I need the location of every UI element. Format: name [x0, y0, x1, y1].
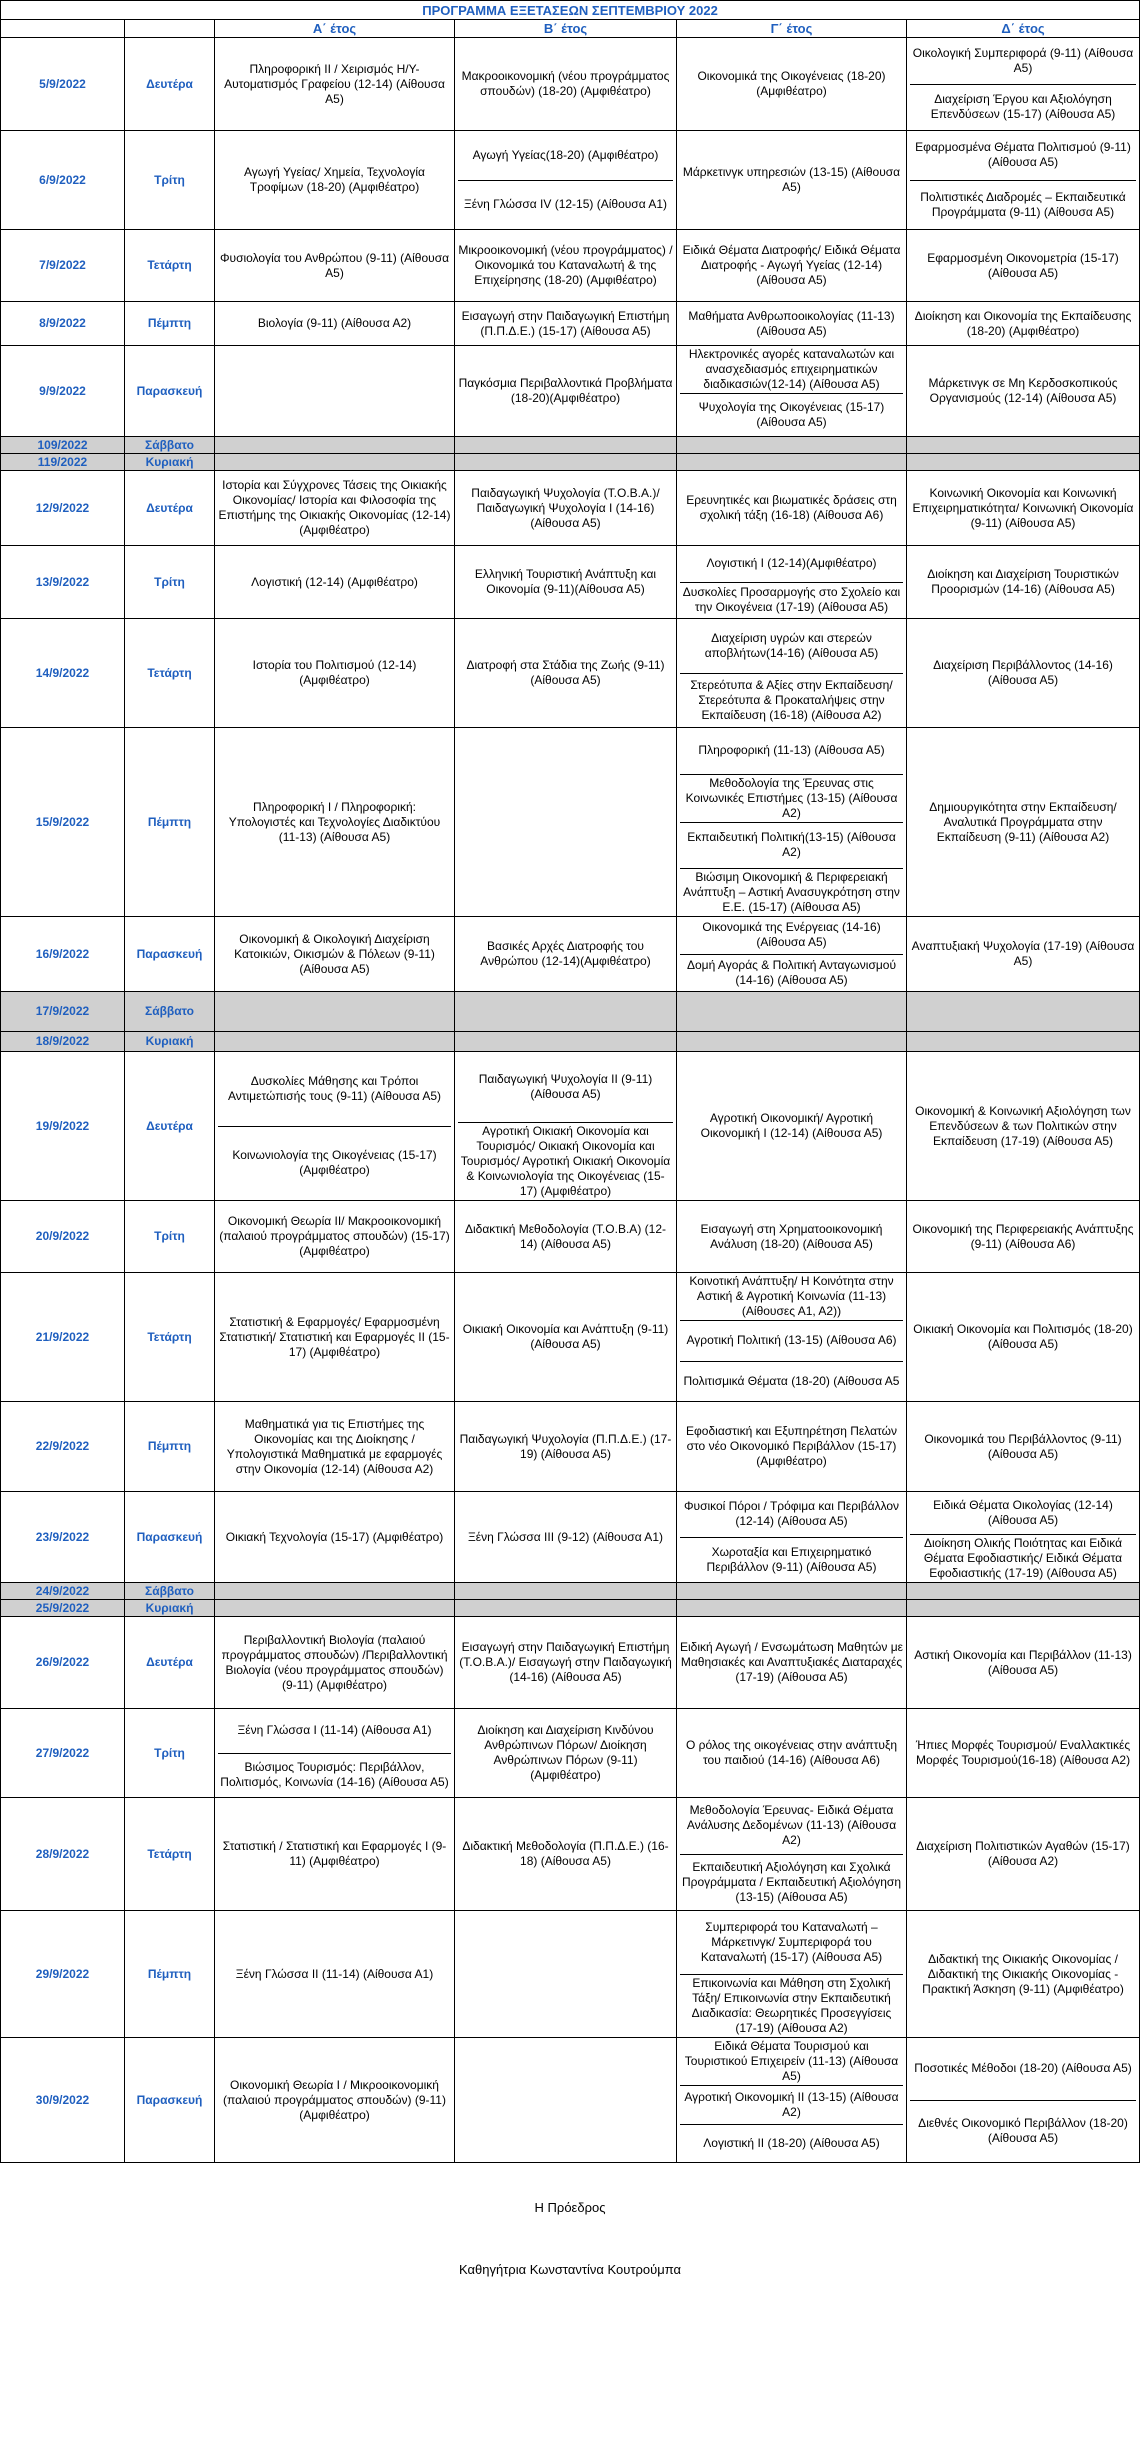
exam-entry: Ξένη Γλώσσα Ι (11-14) (Αίθουσα Α1) — [237, 1723, 432, 1738]
exam-day: Παρασκευή — [125, 346, 215, 437]
exam-date: 13/9/2022 — [1, 546, 125, 619]
exam-entry: Ξένη Γλώσσα ΙΙ (11-14) (Αίθουσα Α1) — [215, 1911, 455, 2038]
cell-year-c — [677, 546, 907, 619]
cell-split — [680, 546, 903, 618]
exam-entry: Οικονομική Θεωρία ΙΙ/ Μακροοικονομική (παλαιού προγράμματος σπουδών) (15-17) (Αμφιθέατρο) — [215, 1201, 455, 1273]
exam-entry: Βιώσιμος Τουρισμός: Περιβάλλον, Πολιτισμός, Κοινωνία (14-16) (Αίθουσα Α5) — [218, 1753, 451, 1798]
exam-day: Τετάρτη — [125, 1798, 215, 1911]
exam-entry: Λογιστική Ι (12-14)(Αμφιθέατρο) — [706, 556, 877, 571]
exam-day: Τετάρτη — [125, 619, 215, 728]
exam-entry: Λογιστική ΙΙ (18-20) (Αίθουσα Α5) — [680, 2124, 903, 2163]
exam-entry: Κοινωνιολογία της Οικογένειας (15-17) (Αμφιθέατρο) — [218, 1126, 451, 1201]
exam-entry: Διαχείριση υγρών και στερεών αποβλήτων(14-16) (Αίθουσα Α5) — [704, 630, 879, 660]
exam-date: 14/9/2022 — [1, 619, 125, 728]
exam-entry: Επικοινωνία και Μάθηση στη Σχολική Τάξη/ Επικοινωνία στην Εκπαιδευτική Διαδικασία: Θεωρητικές Προσεγγίσεις (17-19) (Αίθουσα Α2) — [680, 1974, 903, 2038]
exam-entry — [907, 992, 1140, 1032]
exam-entry — [215, 454, 455, 471]
exam-entry: Αγροτική Οικονομική ΙΙ (13-15) (Αίθουσα Α2) — [680, 2085, 903, 2124]
weekend-row — [1, 1600, 1140, 1617]
exam-date: 22/9/2022 — [1, 1402, 125, 1492]
exam-entry: Παγκόσμια Περιβαλλοντικά Προβλήματα (18-20)(Αμφιθέατρο) — [455, 346, 677, 437]
day-row — [1, 38, 1140, 131]
weekend-row — [1, 437, 1140, 454]
exam-entry: Περιβαλλοντική Βιολογία (παλαιού προγράμματος σπουδών) /Περιβαλλοντική Βιολογία (νέου προγράμματος σπουδών) (9-11) (Αμφιθέατρο) — [215, 1617, 455, 1709]
exam-entry: Μακροοικονομική (νέου προγράμματος σπουδών) (18-20) (Αμφιθέατρο) — [455, 38, 677, 131]
cell-split — [218, 1709, 451, 1797]
exam-entry: Διοίκηση και Οικονομία της Εκπαίδευσης (18-20) (Αμφιθέατρο) — [907, 302, 1140, 346]
exam-entry — [677, 437, 907, 454]
exam-entry: Εισαγωγή στη Χρηματοοικονομική Ανάλυση (18-20) (Αίθουσα Α5) — [677, 1201, 907, 1273]
exam-entry: Ιστορία και Σύγχρονες Τάσεις της Οικιακής Οικονομίας/ Ιστορία και Φιλοσοφία της Επιστήμης της Οικιακής Οικονομίας (12-14) (Αμφιθέατρο) — [215, 471, 455, 546]
column-header-year-a: Α΄ έτος — [215, 20, 455, 38]
cell-year-c — [677, 917, 907, 992]
exam-entry: Συμπεριφορά του Καταναλωτή – Μάρκετινγκ/ Συμπεριφορά του Καταναλωτή (15-17) (Αίθουσα Α5) — [700, 1919, 883, 1964]
cell-split — [218, 1052, 451, 1200]
exam-entry: Ο ρόλος της οικογένειας στην ανάπτυξη του παιδιού (14-16) (Αίθουσα Α6) — [677, 1709, 907, 1798]
weekend-row — [1, 454, 1140, 471]
exam-date: 5/9/2022 — [1, 38, 125, 131]
exam-entry — [907, 1600, 1140, 1617]
exam-entry: Διατροφή στα Στάδια της Ζωής (9-11) (Αίθουσα Α5) — [455, 619, 677, 728]
exam-entry — [455, 1600, 677, 1617]
column-header-year-b: Β΄ έτος — [455, 20, 677, 38]
day-row — [1, 1201, 1140, 1273]
exam-entry: Δυσκολίες Μάθησης και Τρόποι Αντιμετώπισής τους (9-11) (Αίθουσα Α5) — [227, 1073, 441, 1103]
exam-entry: Μαθήματα Ανθρωποοικολογίας (11-13) (Αίθουσα Α5) — [677, 302, 907, 346]
day-row — [1, 1617, 1140, 1709]
cell-split — [680, 619, 903, 727]
cell-year-a — [215, 1709, 455, 1798]
exam-entry: Κοινοτική Ανάπτυξη/ Η Κοινότητα στην Αστική & Αγροτική Κοινωνία (11-13) (Αίθουσες Α1, Α2)) — [689, 1274, 894, 1318]
exam-entry: Δυσκολίες Προσαρμογής στο Σχολείο και την Οικογένεια (17-19) (Αίθουσα Α5) — [680, 582, 903, 619]
exam-date: 19/9/2022 — [1, 1052, 125, 1201]
exam-entry — [455, 992, 677, 1032]
exam-entry: Μαθηματικά για τις Επιστήμες της Οικονομίας και της Διοίκησης / Υπολογιστικά Μαθηματικά με εφαρμογές στην Οικονομία (12-14) (Αίθουσα Α2) — [215, 1402, 455, 1492]
exam-entry: Εισαγωγή στην Παιδαγωγική Επιστήμη (Π.Π.Δ.Ε.) (15-17) (Αίθουσα Α5) — [455, 302, 677, 346]
exam-day: Δευτέρα — [125, 471, 215, 546]
exam-entry: Πολιτισμικά Θέματα (18-20) (Αίθουσα Α5 — [680, 1361, 903, 1402]
cell-split — [458, 1052, 673, 1200]
cell-split — [910, 131, 1136, 229]
exam-date: 24/9/2022 — [1, 1583, 125, 1600]
exam-entry: Αγωγή Υγείας/ Χημεία, Τεχνολογία Τροφίμων (18-20) (Αμφιθέατρο) — [215, 131, 455, 230]
day-row — [1, 917, 1140, 992]
exam-day: Τετάρτη — [125, 230, 215, 302]
weekend-row — [1, 1032, 1140, 1052]
day-row — [1, 1911, 1140, 2038]
exam-entry — [455, 728, 677, 917]
exam-entry: Κοινωνική Οικονομία και Κοινωνική Επιχειρηματικότητα/ Κοινωνική Οικονομία (9-11) (Αίθουσα Α5) — [907, 471, 1140, 546]
weekend-row — [1, 992, 1140, 1032]
exam-entry: Οικιακή Οικονομία και Ανάπτυξη (9-11) (Αίθουσα Α5) — [455, 1273, 677, 1402]
exam-entry: Στερεότυπα & Αξίες στην Εκπαίδευση/ Στερεότυπα & Προκαταλήψεις στην Εκπαίδευση (16-18) (Αίθουσα Α2) — [680, 673, 903, 728]
exam-entry: Δημιουργικότητα στην Εκπαίδευση/ Αναλυτικά Προγράμματα στην Εκπαίδευση (9-11) (Αίθουσα Α2) — [907, 728, 1140, 917]
exam-entry: Εφαρμοσμένη Οικονομετρία (15-17) (Αίθουσα Α5) — [907, 230, 1140, 302]
exam-entry: Ιστορία του Πολιτισμού (12-14)(Αμφιθέατρο) — [215, 619, 455, 728]
exam-entry — [677, 1600, 907, 1617]
exam-day: Τρίτη — [125, 131, 215, 230]
exam-entry: Οικονομική Θεωρία Ι / Μικροοικονομική (παλαιού προγράμματος σπουδών) (9-11) (Αμφιθέατρο) — [215, 2038, 455, 2163]
exam-entry: Παιδαγωγική Ψυχολογία ΙΙ (9-11) (Αίθουσα Α5) — [478, 1072, 653, 1101]
cell-year-c — [677, 728, 907, 917]
exam-entry — [907, 1583, 1140, 1600]
exam-entry — [677, 1032, 907, 1052]
day-row — [1, 619, 1140, 728]
signature-name: Καθηγήτρια Κωνσταντίνα Κουτρούμπα — [458, 2262, 682, 2277]
exam-date: 29/9/2022 — [1, 1911, 125, 2038]
exam-entry: Αγροτική Οικιακή Οικονομία και Τουρισμός/ Οικιακή Οικονομία και Τουρισμός/ Αγροτική Οικιακή Οικονομία & Κοινωνιολογία της Οικογένειας (15-17) (Αμφιθέατρο) — [458, 1122, 673, 1200]
day-row — [1, 1273, 1140, 1402]
exam-date: 23/9/2022 — [1, 1492, 125, 1583]
header-row — [1, 20, 1140, 38]
column-header-date — [1, 20, 125, 38]
exam-entry: Πληροφορική Ι / Πληροφορική: Υπολογιστές και Τεχνολογίες Διαδικτύου (11-13) (Αίθουσα Α5) — [215, 728, 455, 917]
cell-year-c — [677, 1492, 907, 1583]
day-row — [1, 346, 1140, 437]
exam-day: Τρίτη — [125, 1201, 215, 1273]
exam-entry: Δομή Αγοράς & Πολιτική Ανταγωνισμού (14-16) (Αίθουσα Α5) — [680, 954, 903, 992]
exam-date: 109/2022 — [1, 437, 125, 454]
exam-date: 26/9/2022 — [1, 1617, 125, 1709]
exam-day: Τρίτη — [125, 546, 215, 619]
exam-entry: Βιώσιμη Οικονομική & Περιφερειακή Ανάπτυξη – Αστική Ανασυγκρότηση στην Ε.Ε. (15-17) (Αίθουσα Α5) — [680, 868, 903, 916]
cell-split — [680, 728, 903, 916]
exam-entry: Ξένη Γλώσσα ΙΙΙ (9-12) (Αίθουσα Α1) — [455, 1492, 677, 1583]
exam-entry: Οικονομικά της Οικογένειας (18-20)(Αμφιθέατρο) — [677, 38, 907, 131]
exam-entry: Μεθοδολογία Έρευνας- Ειδικά Θέματα Ανάλυσης Δεδομένων (11-13) (Αίθουσα Α2) — [686, 1803, 897, 1848]
exam-entry: Παιδαγωγική Ψυχολογία (Π.Π.Δ.Ε.) (17-19) (Αίθουσα Α5) — [455, 1402, 677, 1492]
exam-entry: Οικονομική & Κοινωνική Αξιολόγηση των Επενδύσεων & των Πολιτικών στην Εκπαίδευση (17-19) (Αίθουσα Α5) — [907, 1052, 1140, 1201]
cell-year-c — [677, 1911, 907, 2038]
exam-day: Παρασκευή — [125, 2038, 215, 2163]
exam-entry: Ψυχολογία της Οικογένειας (15-17) (Αίθουσα Α5) — [680, 393, 903, 436]
exam-entry: Διαχείριση Περιβάλλοντος (14-16)(Αίθουσα Α5) — [907, 619, 1140, 728]
cell-split — [680, 1911, 903, 2037]
exam-entry: Αναπτυξιακή Ψυχολογία (17-19) (Αίθουσα Α5) — [907, 917, 1140, 992]
exam-entry: Εισαγωγή στην Παιδαγωγική Επιστήμη (Τ.Ο.Β.Α.)/ Εισαγωγή στην Παιδαγωγική (14-16) (Αίθουσα Α5) — [455, 1617, 677, 1709]
exam-date: 27/9/2022 — [1, 1709, 125, 1798]
signature-role: Η Πρόεδρος — [534, 2200, 606, 2215]
exam-entry — [215, 1600, 455, 1617]
exam-entry — [455, 2038, 677, 2163]
exam-entry: Μάρκετινγκ υπηρεσιών (13-15) (Αίθουσα Α5) — [677, 131, 907, 230]
exam-entry — [677, 454, 907, 471]
exam-day: Παρασκευή — [125, 1492, 215, 1583]
exam-entry: Στατιστική / Στατιστική και Εφαρμογές Ι (9-11) (Αμφιθέατρο) — [215, 1798, 455, 1911]
exam-date: 17/9/2022 — [1, 992, 125, 1032]
exam-day: Σάββατο — [125, 1583, 215, 1600]
cell-year-a — [215, 1052, 455, 1201]
exam-entry: Λογιστική (12-14) (Αμφιθέατρο) — [215, 546, 455, 619]
exam-entry: Πολιτιστικές Διαδρομές – Εκπαιδευτικά Προγράμματα (9-11) (Αίθουσα Α5) — [910, 180, 1136, 230]
exam-entry — [215, 1583, 455, 1600]
exam-entry: Ειδικά Θέματα Διατροφής/ Ειδικά Θέματα Διατροφής - Αγωγή Υγείας (12-14) (Αίθουσα Α5) — [677, 230, 907, 302]
exam-date: 30/9/2022 — [1, 2038, 125, 2163]
cell-split — [680, 346, 903, 436]
exam-entry: Ποσοτικές Μέθοδοι (18-20) (Αίθουσα Α5) — [914, 2061, 1132, 2076]
exam-entry — [455, 437, 677, 454]
exam-entry: Ειδικά Θέματα Οικολογίας (12-14) (Αίθουσα Α5) — [933, 1498, 1113, 1527]
exam-date: 18/9/2022 — [1, 1032, 125, 1052]
exam-day: Πέμπτη — [125, 1911, 215, 2038]
exam-date: 28/9/2022 — [1, 1798, 125, 1911]
exam-date: 119/2022 — [1, 454, 125, 471]
exam-day: Δευτέρα — [125, 1052, 215, 1201]
exam-day: Κυριακή — [125, 454, 215, 471]
exam-entry: Εκπαιδευτική Αξιολόγηση και Σχολικά Προγράμματα / Εκπαιδευτική Αξιολόγηση (13-15) (Αίθουσα Α5) — [680, 1854, 903, 1911]
day-row — [1, 131, 1140, 230]
exam-entry: Εφοδιαστική και Εξυπηρέτηση Πελατών στο νέο Οικονομικό Περιβάλλον (15-17) (Αμφιθέατρο) — [677, 1402, 907, 1492]
exam-date: 9/9/2022 — [1, 346, 125, 437]
exam-entry: Αστική Οικονομία και Περιβάλλον (11-13) (Αίθουσα Α5) — [907, 1617, 1140, 1709]
exam-entry: Διοίκηση και Διαχείριση Τουριστικών Προορισμών (14-16) (Αίθουσα Α5) — [907, 546, 1140, 619]
schedule-body — [1, 38, 1140, 2163]
exam-entry: Βασικές Αρχές Διατροφής του Ανθρώπου (12-14)(Αμφιθέατρο) — [455, 917, 677, 992]
exam-entry: Διαχείριση Έργου και Αξιολόγηση Επενδύσεων (15-17) (Αίθουσα Α5) — [910, 84, 1136, 131]
exam-entry — [907, 454, 1140, 471]
exam-day: Κυριακή — [125, 1032, 215, 1052]
exam-entry — [455, 1911, 677, 2038]
column-header-day — [125, 20, 215, 38]
cell-year-c — [677, 1273, 907, 1402]
exam-entry: Οικολογική Συμπεριφορά (9-11) (Αίθουσα Α5) — [912, 45, 1134, 75]
cell-year-c — [677, 1798, 907, 1911]
exam-day: Τρίτη — [125, 1709, 215, 1798]
exam-entry: Αγροτική Πολιτική (13-15) (Αίθουσα Α6) — [680, 1320, 903, 1361]
exam-entry: Οικονομική & Οικολογική Διαχείριση Κατοικιών, Οικισμών & Πόλεων (9-11) (Αίθουσα Α5) — [215, 917, 455, 992]
day-row — [1, 1402, 1140, 1492]
exam-entry — [907, 1032, 1140, 1052]
exam-date: 25/9/2022 — [1, 1600, 125, 1617]
exam-day: Δευτέρα — [125, 38, 215, 131]
exam-date: 15/9/2022 — [1, 728, 125, 917]
exam-day: Δευτέρα — [125, 1617, 215, 1709]
cell-split — [458, 131, 673, 229]
exam-date: 8/9/2022 — [1, 302, 125, 346]
day-row — [1, 728, 1140, 917]
exam-entry: Οικονομικά της Ενέργειας (14-16) (Αίθουσα Α5) — [702, 920, 881, 950]
day-row — [1, 546, 1140, 619]
exam-entry: Εκπαιδευτική Πολιτική(13-15) (Αίθουσα Α2) — [680, 822, 903, 869]
exam-day: Πέμπτη — [125, 728, 215, 917]
day-row — [1, 1709, 1140, 1798]
exam-date: 7/9/2022 — [1, 230, 125, 302]
column-header-year-d: Δ΄ έτος — [907, 20, 1140, 38]
day-row — [1, 1052, 1140, 1201]
exam-entry: Φυσιολογία του Ανθρώπου (9-11) (Αίθουσα Α5) — [215, 230, 455, 302]
day-row — [1, 2038, 1140, 2163]
exam-date: 21/9/2022 — [1, 1273, 125, 1402]
cell-year-b — [455, 131, 677, 230]
exam-day: Πέμπτη — [125, 1402, 215, 1492]
cell-split — [910, 2038, 1136, 2162]
exam-entry: Διοίκηση και Διαχείριση Κινδύνου Ανθρώπινων Πόρων/ Διοίκηση Ανθρώπινων Πόρων (9-11) (Αμφιθέατρο) — [455, 1709, 677, 1798]
cell-year-d — [907, 131, 1140, 230]
day-row — [1, 471, 1140, 546]
day-row — [1, 230, 1140, 302]
exam-entry: Οικιακή Τεχνολογία (15-17) (Αμφιθέατρο) — [215, 1492, 455, 1583]
exam-entry — [455, 1032, 677, 1052]
exam-entry: Πληροφορική ΙΙ / Χειρισμός Η/Υ- Αυτοματισμός Γραφείου (12-14) (Αίθουσα Α5) — [215, 38, 455, 131]
exam-entry — [455, 1583, 677, 1600]
exam-entry: Αγωγή Υγείας(18-20) (Αμφιθέατρο) — [472, 147, 659, 162]
exam-entry: Διδακτική Μεθοδολογία (Τ.Ο.Β.Α) (12-14) (Αίθουσα Α5) — [455, 1201, 677, 1273]
exam-entry: Ήπιες Μορφές Τουρισμού/ Εναλλακτικές Μορφές Τουρισμού(16-18) (Αίθουσα Α2) — [907, 1709, 1140, 1798]
exam-entry: Εφαρμοσμένα Θέματα Πολιτισμού (9-11) (Αίθουσα Α5) — [915, 140, 1131, 170]
exam-entry: Αγροτική Οικονομική/ Αγροτική Οικονομική Ι (12-14) (Αίθουσα Α5) — [677, 1052, 907, 1201]
exam-day: Τετάρτη — [125, 1273, 215, 1402]
exam-entry: Διδακτική της Οικιακής Οικονομίας / Διδακτική της Οικιακής Οικονομίας - Πρακτική Άσκηση (9-11) (Αμφιθέατρο) — [907, 1911, 1140, 2038]
exam-entry: Οικονομικά του Περιβάλλοντος (9-11) (Αίθουσα Α5) — [907, 1402, 1140, 1492]
cell-year-d — [907, 2038, 1140, 2163]
cell-split — [680, 1492, 903, 1582]
day-row — [1, 302, 1140, 346]
exam-entry: Μάρκετινγκ σε Μη Κερδοσκοπικούς Οργανισμούς (12-14) (Αίθουσα Α5) — [907, 346, 1140, 437]
exam-entry — [215, 346, 455, 437]
title-row — [1, 1, 1140, 20]
day-row — [1, 1798, 1140, 1911]
cell-year-b — [455, 1052, 677, 1201]
weekend-row — [1, 1583, 1140, 1600]
exam-entry: Ελληνική Τουριστική Ανάπτυξη και Οικονομία (9-11)(Αίθουσα Α5) — [455, 546, 677, 619]
day-row — [1, 1492, 1140, 1583]
exam-entry — [677, 1583, 907, 1600]
column-header-year-c: Γ΄ έτος — [677, 20, 907, 38]
exam-entry: Ερευνητικές και βιωματικές δράσεις στη σχολική τάξη (16-18) (Αίθουσα Α6) — [677, 471, 907, 546]
cell-year-c — [677, 619, 907, 728]
cell-split — [680, 1273, 903, 1401]
cell-split — [910, 1492, 1136, 1582]
exam-day: Σάββατο — [125, 437, 215, 454]
cell-year-d — [907, 1492, 1140, 1583]
cell-year-c — [677, 2038, 907, 2163]
exam-date: 16/9/2022 — [1, 917, 125, 992]
exam-day: Πέμπτη — [125, 302, 215, 346]
exam-date: 6/9/2022 — [1, 131, 125, 230]
exam-entry: Μεθοδολογία της Έρευνας στις Κοινωνικές Επιστήμες (13-15) (Αίθουσα Α2) — [680, 774, 903, 822]
exam-entry: Διοίκηση Ολικής Ποιότητας και Ειδικά Θέματα Εφοδιαστικής/ Ειδικά Θέματα Εφοδιαστικής (17-19) (Αίθουσα Α5) — [910, 1534, 1136, 1582]
exam-entry: Βιολογία (9-11) (Αίθουσα Α2) — [215, 302, 455, 346]
cell-split — [910, 38, 1136, 130]
exam-date: 12/9/2022 — [1, 471, 125, 546]
exam-entry — [215, 992, 455, 1032]
exam-day: Σάββατο — [125, 992, 215, 1032]
exam-entry: Ειδικά Θέματα Τουρισμού και Τουριστικού Επιχειρείν (11-13) (Αίθουσα Α5) — [684, 2039, 899, 2083]
exam-entry: Ξένη Γλώσσα IV (12-15) (Αίθουσα Α1) — [458, 180, 673, 230]
exam-entry: Χωροταξία και Επιχειρηματικό Περιβάλλον (9-11) (Αίθουσα Α5) — [680, 1537, 903, 1583]
exam-entry: Οικιακή Οικονομία και Πολιτισμός (18-20) (Αίθουσα Α5) — [907, 1273, 1140, 1402]
cell-year-d — [907, 38, 1140, 131]
exam-day: Παρασκευή — [125, 917, 215, 992]
exam-entry: Στατιστική & Εφαρμογές/ Εφαρμοσμένη Στατιστική/ Στατιστική και Εφαρμογές ΙΙ (15-17) (Αμφιθέατρο) — [215, 1273, 455, 1402]
exam-entry: Διδακτική Μεθοδολογία (Π.Π.Δ.Ε.) (16-18) (Αίθουσα Α5) — [455, 1798, 677, 1911]
schedule-title: ΠΡΟΓΡΑΜΜΑ ΕΞΕΤΑΣΕΩΝ ΣΕΠΤΕΜΒΡΙΟΥ 2022 — [1, 1, 1140, 20]
exam-entry: Διεθνές Οικονομικό Περιβάλλον (18-20) (Αίθουσα Α5) — [910, 2100, 1136, 2163]
exam-entry: Πληροφορική (11-13) (Αίθουσα Α5) — [698, 743, 885, 758]
exam-entry: Φυσικοί Πόροι / Τρόφιμα και Περιβάλλον (12-14) (Αίθουσα Α5) — [683, 1499, 900, 1529]
exam-entry — [215, 1032, 455, 1052]
exam-entry — [455, 454, 677, 471]
exam-entry: Μικροοικονομική (νέου προγράμματος) / Οικονομικά του Καταναλωτή & της Επιχείρησης (18-20) (Αμφιθέατρο) — [455, 230, 677, 302]
exam-date: 20/9/2022 — [1, 1201, 125, 1273]
exam-entry: Διαχείριση Πολιτιστικών Αγαθών (15-17) (Αίθουσα Α2) — [907, 1798, 1140, 1911]
exam-entry — [907, 437, 1140, 454]
exam-entry: Οικονομική της Περιφερειακής Ανάπτυξης (9-11) (Αίθουσα Α6) — [907, 1201, 1140, 1273]
cell-year-c — [677, 346, 907, 437]
exam-entry — [677, 992, 907, 1032]
exam-entry — [215, 437, 455, 454]
exam-entry: Ηλεκτρονικές αγορές καταναλωτών και ανασχεδιασμός επιχειρηματικών διαδικασιών(12-14) (Αίθουσα Α5) — [688, 347, 895, 391]
cell-split — [680, 2038, 903, 2162]
exam-day: Κυριακή — [125, 1600, 215, 1617]
exam-entry: Ειδική Αγωγή / Ενσωμάτωση Μαθητών με Μαθησιακές και Αναπτυξιακές Διαταραχές (17-19) (Αίθουσα Α5) — [677, 1617, 907, 1709]
cell-split — [680, 917, 903, 991]
cell-split — [680, 1798, 903, 1910]
exam-entry: Παιδαγωγική Ψυχολογία (Τ.Ο.Β.Α.)/ Παιδαγωγική Ψυχολογία Ι (14-16) (Αίθουσα Α5) — [455, 471, 677, 546]
